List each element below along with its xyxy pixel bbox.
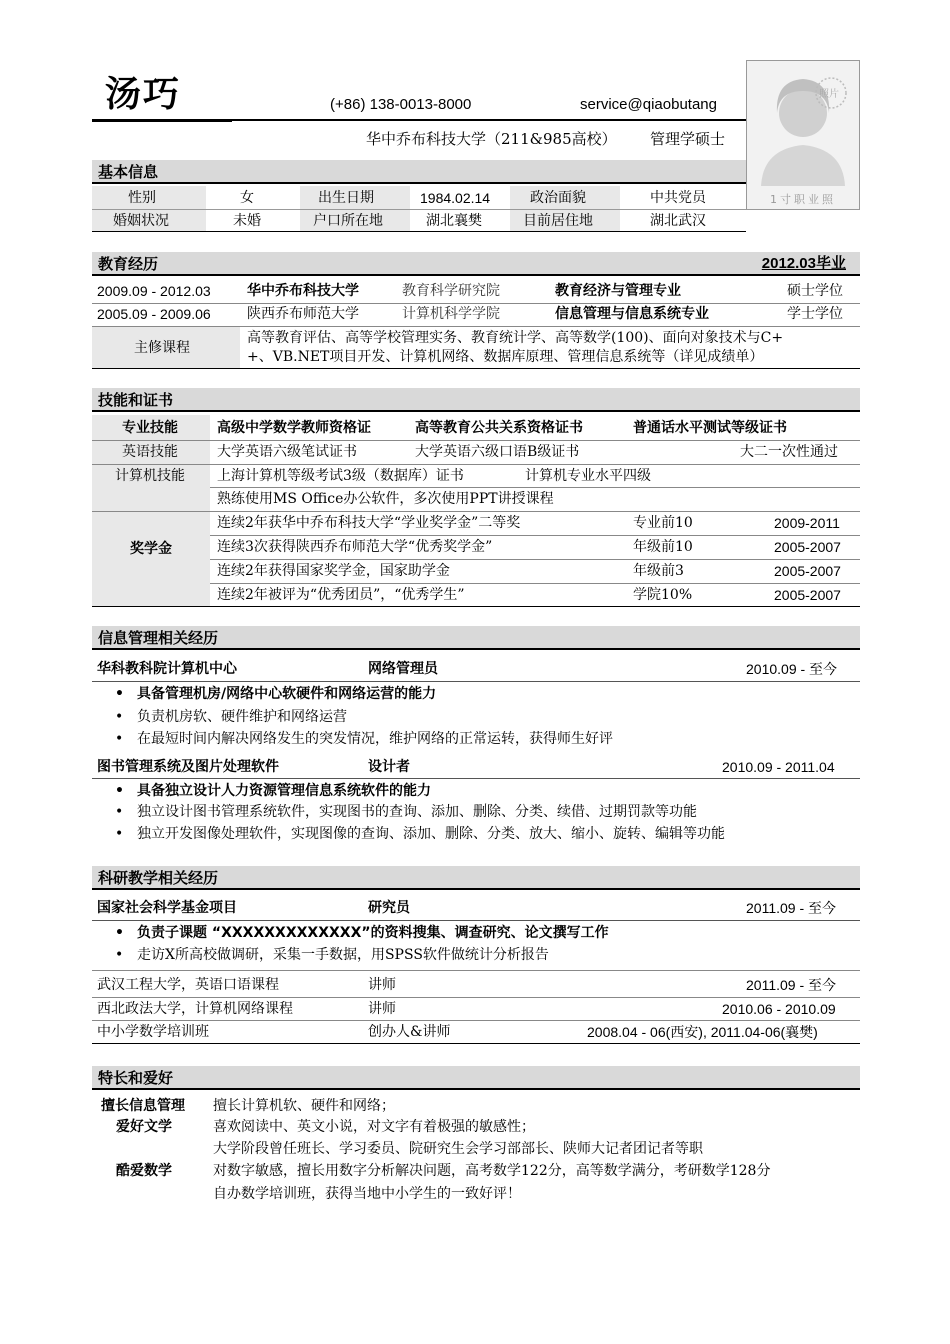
job-bullet: • 负责子课题 “XXXXXXXXXXXXX”的资料搜集、调查研究、论文撰写工作 bbox=[137, 923, 609, 943]
job-bullet: • 在最短时间内解决网络发生的突发情况，维护网络的正常运转，获得师生好评 bbox=[137, 729, 613, 749]
skill-cert: 上海计算机等级考试3级（数据库）证书 bbox=[217, 468, 464, 484]
teaching-org: 中小学数学培训班 bbox=[97, 1024, 209, 1040]
section-title: 教育经历 bbox=[98, 255, 159, 273]
section-title: 基本信息 bbox=[98, 163, 159, 181]
hobby-desc: 擅长计算机软、硬件和网络； bbox=[213, 1098, 395, 1114]
person-silhouette-icon bbox=[747, 61, 859, 209]
edu-college: 计算机科学学院 bbox=[402, 306, 500, 322]
photo-stamp: 照片 bbox=[819, 89, 839, 100]
graduation-date: 2012.03毕业 bbox=[761, 255, 846, 272]
basic-label: 出生日期 bbox=[318, 190, 374, 206]
courses-line-1: 高等教育评估、高等学校管理实务、教育统计学、高等数学(100)、面向对象技术与C+ bbox=[247, 330, 784, 346]
job-bullet: • 走访X所高校做调研，采集一手数据，用SPSS软件做统计分析报告 bbox=[137, 945, 549, 965]
job-role: 网络管理员 bbox=[368, 661, 438, 677]
edu-bottom-line bbox=[92, 368, 860, 369]
skill-cert: 普通话水平测试等级证书 bbox=[633, 420, 787, 436]
hobby-desc: 自办数学培训班，获得当地中小学生的一致好评！ bbox=[213, 1186, 521, 1202]
job-org: 图书管理系统及图片处理软件 bbox=[97, 759, 279, 775]
edu-school: 华中乔布科技大学 bbox=[247, 283, 359, 299]
research-divider bbox=[92, 970, 860, 971]
award-rank: 专业前10 bbox=[633, 515, 693, 531]
skill-label: 专业技能 bbox=[122, 420, 178, 436]
hobby-label: 酷爱数学 bbox=[116, 1163, 172, 1179]
award-divider bbox=[210, 583, 860, 584]
basic-value: 湖北武汉 bbox=[650, 213, 706, 229]
basic-value: 湖北襄樊 bbox=[426, 213, 482, 229]
photo-caption: 1寸职业照 bbox=[770, 193, 836, 206]
job-org: 国家社会科学基金项目 bbox=[97, 900, 237, 916]
edu-degree: 硕士学位 bbox=[787, 283, 843, 299]
basic-label: 政治面貌 bbox=[530, 190, 586, 206]
edu-major: 教育经济与管理专业 bbox=[555, 283, 681, 299]
basic-value: 中共党员 bbox=[650, 190, 706, 206]
award-desc: 连续2年被评为“优秀团员”，“优秀学生” bbox=[217, 587, 465, 603]
section-title: 特长和爱好 bbox=[98, 1069, 174, 1087]
job-bullet: • 具备独立设计人力资源管理信息系统软件的能力 bbox=[137, 781, 431, 801]
skill-cert: 高级中学数学教师资格证 bbox=[217, 420, 371, 436]
email: service@qiaobutang bbox=[580, 96, 717, 113]
job-period: 2010.09 - 2011.04 bbox=[722, 759, 835, 775]
section-basic-info bbox=[92, 160, 746, 184]
skill-divider bbox=[92, 464, 860, 465]
section-title: 技能和证书 bbox=[98, 391, 174, 409]
skill-divider bbox=[210, 487, 860, 488]
award-period: 2005-2007 bbox=[774, 563, 841, 579]
hobby-desc: 大学阶段曾任班长、学习委员、院研究生会学习部部长、陕师大记者团记者等职 bbox=[213, 1141, 703, 1157]
skill-label: 计算机技能 bbox=[115, 468, 185, 484]
award-desc: 连续3次获得陕西乔布师范大学“优秀奖学金” bbox=[217, 539, 493, 555]
teaching-org: 武汉工程大学，英语口语课程 bbox=[97, 977, 279, 993]
job-divider bbox=[92, 681, 860, 682]
school-line: 华中乔布科技大学（211&985高校） bbox=[366, 130, 617, 148]
award-label: 奖学金 bbox=[130, 541, 172, 557]
job-period: 2010.09 - 至今 bbox=[746, 661, 838, 677]
basic-label: 目前居住地 bbox=[523, 213, 593, 229]
section-title: 信息管理相关经历 bbox=[98, 629, 219, 647]
job-divider bbox=[92, 920, 860, 921]
edu-period: 2005.09 - 2009.06 bbox=[97, 306, 211, 322]
skill-divider bbox=[92, 440, 860, 441]
job-role: 研究员 bbox=[368, 900, 410, 916]
basic-label: 婚姻状况 bbox=[113, 213, 169, 229]
section-title: 科研教学相关经历 bbox=[98, 869, 219, 887]
teaching-role: 讲师 bbox=[368, 977, 396, 993]
hobby-desc: 喜欢阅读中、英文小说，对文字有着极强的敏感性； bbox=[213, 1119, 535, 1135]
section-hobbies bbox=[92, 1066, 860, 1090]
hobby-desc: 对数字敏感，擅长用数字分析解决问题，高考数学122分，高等数学满分，考研数学128分 bbox=[213, 1163, 771, 1179]
job-role: 设计者 bbox=[368, 759, 410, 775]
award-period: 2009-2011 bbox=[774, 515, 840, 531]
basic-value: 1984.02.14 bbox=[420, 190, 491, 206]
basic-label: 户口所在地 bbox=[313, 213, 383, 229]
skill-cert: 熟练使用MS Office办公软件，多次使用PPT讲授课程 bbox=[217, 491, 554, 507]
award-divider bbox=[210, 535, 860, 536]
skill-label: 英语技能 bbox=[122, 444, 178, 460]
job-bullet: • 独立开发图像处理软件，实现图像的查询、添加、删除、分类、放大、缩小、旋转、编辑等功能 bbox=[137, 824, 725, 844]
teaching-period: 2011.09 - 至今 bbox=[746, 977, 837, 993]
skills-bottom-line bbox=[92, 606, 860, 607]
edu-degree: 学士学位 bbox=[787, 306, 843, 322]
research-bottom-line bbox=[92, 1043, 860, 1044]
award-rank: 年级前10 bbox=[633, 539, 693, 555]
job-period: 2011.09 - 至今 bbox=[746, 900, 837, 916]
skill-note: 大二一次性通过 bbox=[740, 444, 838, 460]
photo-placeholder bbox=[746, 60, 860, 210]
courses-line-2: +、VB.NET项目开发、计算机网络、数据库原理、管理信息系统等（详见成绩单） bbox=[247, 349, 764, 365]
phone: (+86) 138-0013-8000 bbox=[330, 96, 472, 113]
skill-cert: 计算机专业水平四级 bbox=[525, 468, 651, 484]
section-skills bbox=[92, 388, 860, 412]
header-divider-accent bbox=[92, 119, 232, 122]
award-desc: 连续2年获得国家奖学金，国家助学金 bbox=[217, 563, 450, 579]
edu-period: 2009.09 - 2012.03 bbox=[97, 283, 211, 299]
award-desc: 连续2年获华中乔布科技大学“学业奖学金”二等奖 bbox=[217, 515, 521, 531]
award-rank: 年级前3 bbox=[633, 563, 684, 579]
job-bullet: • 具备管理机房/网络中心软硬件和网络运营的能力 bbox=[137, 684, 436, 704]
basic-label: 性别 bbox=[128, 190, 156, 206]
degree: 管理学硕士 bbox=[650, 130, 726, 148]
award-period: 2005-2007 bbox=[774, 587, 841, 603]
teaching-period: 2010.06 - 2010.09 bbox=[722, 1001, 836, 1017]
courses-label: 主修课程 bbox=[134, 340, 190, 356]
hobby-label: 擅长信息管理 bbox=[101, 1098, 185, 1114]
teaching-period: 2008.04 - 06(西安), 2011.04-06(襄樊) bbox=[587, 1024, 818, 1040]
section-research bbox=[92, 866, 860, 890]
award-divider bbox=[210, 559, 860, 560]
job-org: 华科教科院计算机中心 bbox=[97, 661, 237, 677]
edu-major: 信息管理与信息系统专业 bbox=[555, 306, 709, 322]
section-it-experience bbox=[92, 626, 860, 650]
skill-divider bbox=[92, 511, 860, 512]
award-period: 2005-2007 bbox=[774, 539, 841, 555]
basic-row-divider bbox=[92, 209, 746, 210]
section-education bbox=[92, 252, 860, 276]
skill-cert: 大学英语六级笔试证书 bbox=[217, 444, 357, 460]
research-divider bbox=[92, 1020, 860, 1021]
basic-value: 女 bbox=[240, 190, 254, 206]
job-bullet: • 负责机房软、硬件维护和网络运营 bbox=[137, 707, 347, 727]
job-bullet: • 独立设计图书管理系统软件，实现图书的查询、添加、删除、分类、续借、过期罚款等功能 bbox=[137, 802, 697, 822]
teaching-role: 创办人&讲师 bbox=[368, 1024, 451, 1040]
candidate-name: 汤巧 bbox=[105, 73, 182, 115]
basic-value: 未婚 bbox=[233, 213, 261, 229]
basic-bottom-line bbox=[92, 231, 746, 232]
skill-cert: 高等教育公共关系资格证书 bbox=[415, 420, 583, 436]
hobby-label: 爱好文学 bbox=[116, 1119, 172, 1135]
edu-college: 教育科学研究院 bbox=[402, 283, 500, 299]
edu-school: 陕西乔布师范大学 bbox=[247, 306, 359, 322]
teaching-org: 西北政法大学，计算机网络课程 bbox=[97, 1001, 293, 1017]
teaching-role: 讲师 bbox=[368, 1001, 396, 1017]
award-rank: 学院10% bbox=[633, 587, 693, 603]
job-divider bbox=[92, 778, 860, 779]
skill-cert: 大学英语六级口语B级证书 bbox=[415, 444, 580, 460]
research-divider bbox=[92, 997, 860, 998]
